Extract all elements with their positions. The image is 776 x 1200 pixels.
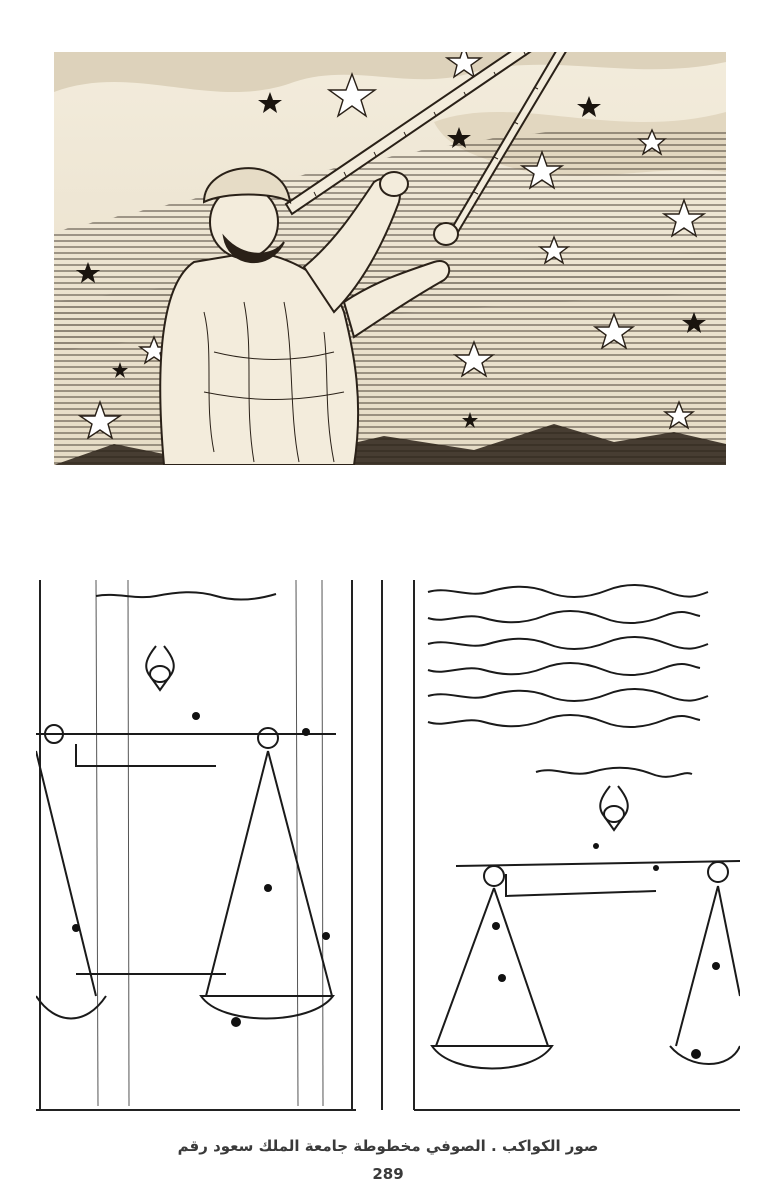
- figure-caption: صور الكواكب . الصوفي مخطوطة جامعة الملك سعود رقم: [177, 1137, 599, 1155]
- astronomer-illustration: [54, 52, 726, 465]
- libra-manuscript-drawing: [36, 576, 740, 1114]
- astronomer-drawing: [54, 52, 726, 465]
- manuscript-scan: [36, 576, 740, 1114]
- figure-caption-number: 289: [372, 1165, 404, 1183]
